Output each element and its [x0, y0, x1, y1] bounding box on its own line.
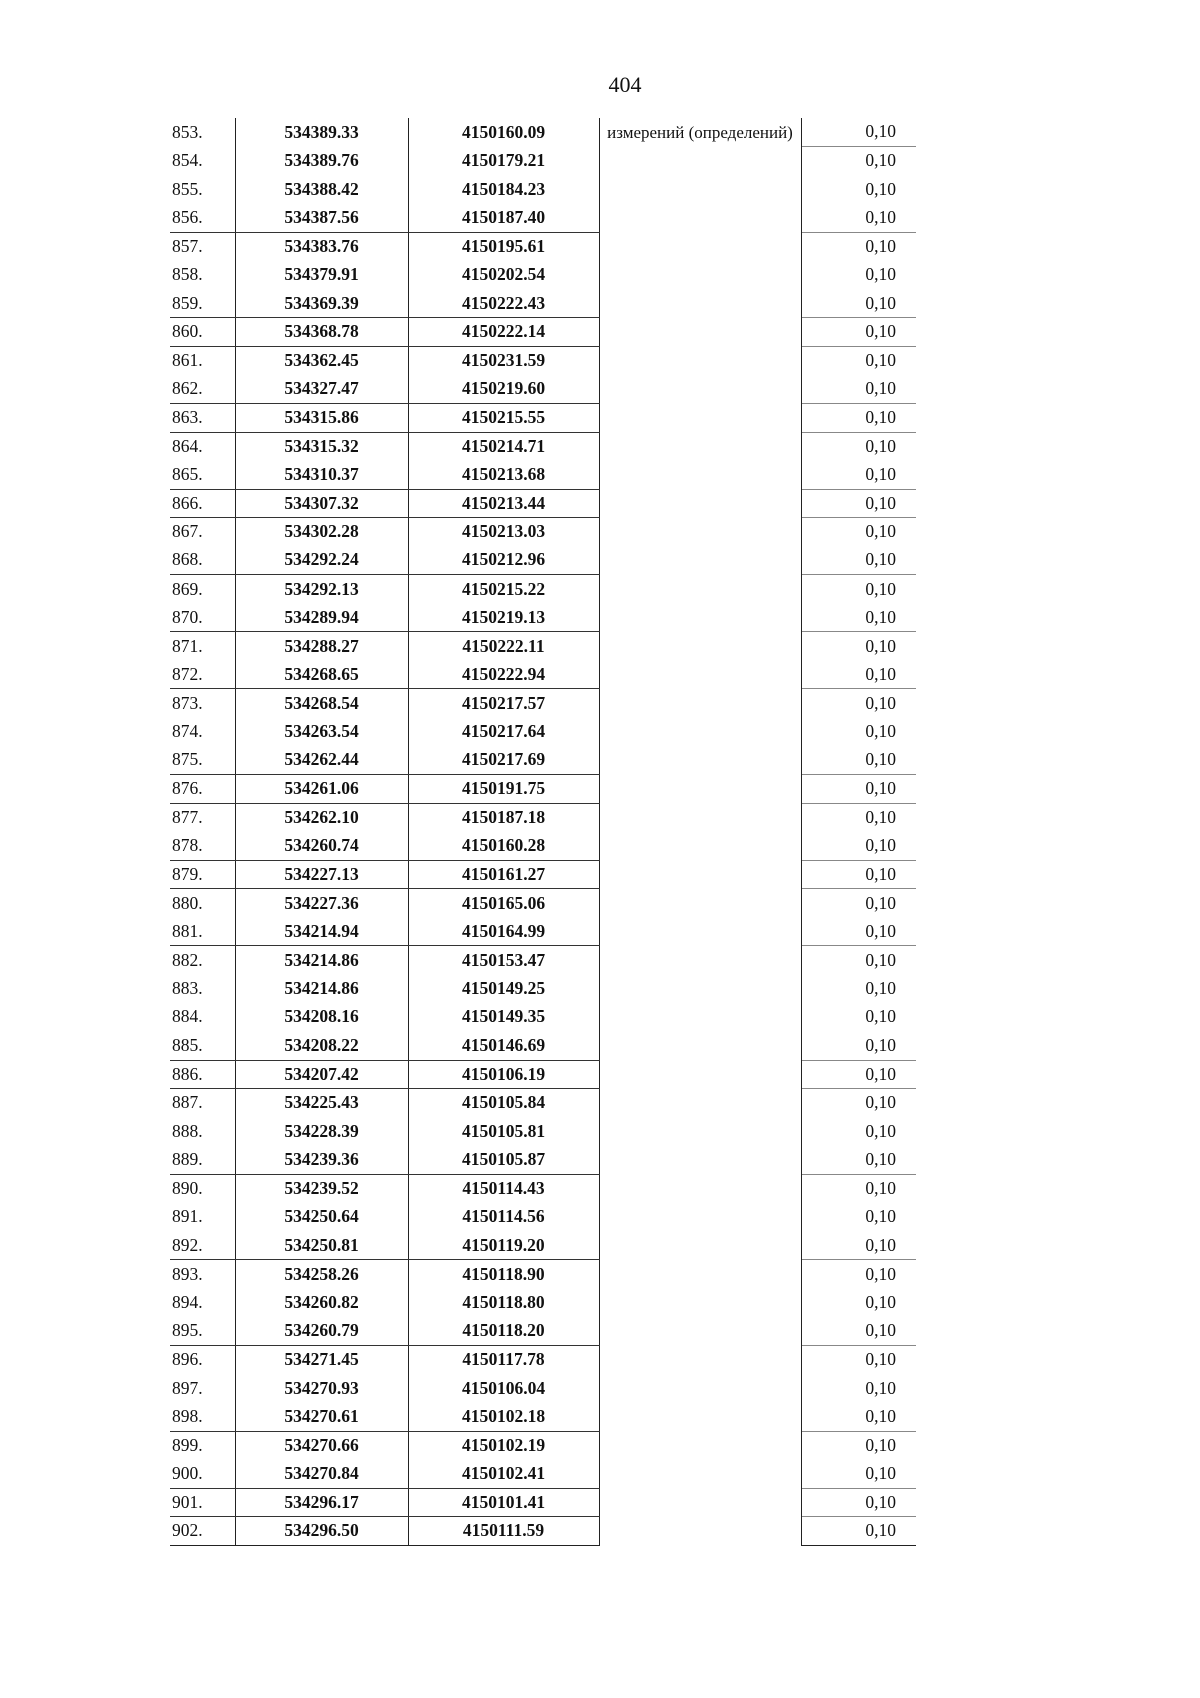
accuracy-cell: 0,10 — [865, 235, 896, 256]
table-row — [170, 489, 916, 518]
x-coordinate-cell: 534369.39 — [235, 289, 408, 318]
accuracy-cell: 0,10 — [801, 1146, 916, 1175]
accuracy-cell: 0,10 — [801, 1460, 916, 1489]
table-row — [170, 1231, 916, 1260]
y-coordinate-cell: 4150213.03 — [408, 518, 599, 547]
x-coordinate-cell: 534239.52 — [235, 1174, 408, 1203]
x-coordinate-cell: 534225.43 — [235, 1089, 408, 1118]
x-coordinate-cell: 534227.36 — [235, 889, 408, 918]
x-coordinate-cell: 534387.56 — [235, 204, 408, 233]
point-number-cell: 898. — [170, 1403, 235, 1432]
x-coordinate-cell: 534362.45 — [235, 346, 408, 375]
x-coordinate-cell: 534250.64 — [235, 1203, 408, 1232]
table-row — [170, 289, 916, 318]
point-number-cell: 864. — [170, 432, 235, 461]
x-coordinate-cell: 534292.13 — [235, 575, 408, 604]
x-coordinate-cell: 534310.37 — [235, 461, 408, 490]
table-row — [170, 689, 916, 718]
point-number-cell: 879. — [170, 860, 235, 889]
y-coordinate-cell: 4150105.87 — [408, 1146, 599, 1175]
x-coordinate-cell: 534296.50 — [235, 1517, 408, 1546]
y-coordinate-cell: 4150106.19 — [408, 1060, 599, 1089]
y-coordinate-cell: 4150187.40 — [408, 204, 599, 233]
x-coordinate-cell: 534260.74 — [235, 832, 408, 861]
y-coordinate-cell: 4150102.18 — [408, 1403, 599, 1432]
x-coordinate-cell: 534288.27 — [235, 632, 408, 661]
y-coordinate-cell: 4150219.13 — [408, 603, 599, 632]
y-coordinate-cell: 4150213.68 — [408, 461, 599, 490]
accuracy-cell: 0,10 — [801, 1032, 916, 1061]
point-number-cell: 892. — [170, 1231, 235, 1260]
table-row — [170, 1060, 916, 1089]
table-row — [170, 946, 916, 975]
point-number-cell: 899. — [170, 1431, 235, 1460]
x-coordinate-cell: 534207.42 — [235, 1060, 408, 1089]
accuracy-cell: 0,10 — [801, 461, 916, 490]
point-number-cell: 880. — [170, 889, 235, 918]
x-coordinate-cell: 534270.61 — [235, 1403, 408, 1432]
table-row — [170, 118, 916, 147]
accuracy-cell: 0,10 — [865, 435, 896, 456]
y-coordinate-cell: 4150118.90 — [408, 1260, 599, 1289]
table-row — [170, 1032, 916, 1061]
table-row — [170, 803, 916, 832]
point-number-cell: 854. — [170, 147, 235, 176]
y-coordinate-cell: 4150222.94 — [408, 660, 599, 689]
point-number-cell: 853. — [170, 118, 235, 147]
y-coordinate-cell: 4150114.56 — [408, 1203, 599, 1232]
point-number-cell: 863. — [170, 403, 235, 432]
point-number-cell: 881. — [170, 917, 235, 946]
table-row — [170, 575, 916, 604]
point-number-cell: 877. — [170, 803, 235, 832]
accuracy-cell: 0,10 — [865, 1434, 896, 1455]
y-coordinate-cell: 4150161.27 — [408, 860, 599, 889]
table-row — [170, 632, 916, 661]
y-coordinate-cell: 4150102.19 — [408, 1431, 599, 1460]
x-coordinate-cell: 534260.82 — [235, 1288, 408, 1317]
y-coordinate-cell: 4150111.59 — [408, 1517, 599, 1546]
table-row — [170, 1117, 916, 1146]
x-coordinate-cell: 534270.66 — [235, 1431, 408, 1460]
accuracy-cell: 0,10 — [801, 860, 916, 889]
point-number-cell: 857. — [170, 232, 235, 261]
table-row — [170, 346, 916, 375]
accuracy-cell: 0,10 — [865, 1092, 896, 1113]
accuracy-cell: 0,10 — [801, 1403, 916, 1432]
point-number-cell: 901. — [170, 1488, 235, 1517]
method-cell: измерений (определений) — [599, 118, 801, 1545]
y-coordinate-cell: 4150119.20 — [408, 1231, 599, 1260]
table-row — [170, 746, 916, 775]
coordinates-table-body — [170, 118, 916, 1545]
y-coordinate-cell: 4150222.43 — [408, 289, 599, 318]
y-coordinate-cell: 4150213.44 — [408, 489, 599, 518]
x-coordinate-cell: 534388.42 — [235, 175, 408, 204]
point-number-cell: 893. — [170, 1260, 235, 1289]
y-coordinate-cell: 4150114.43 — [408, 1174, 599, 1203]
accuracy-cell: 0,10 — [801, 546, 916, 575]
table-row — [170, 1317, 916, 1346]
y-coordinate-cell: 4150101.41 — [408, 1488, 599, 1517]
y-coordinate-cell: 4150217.69 — [408, 746, 599, 775]
x-coordinate-cell: 534262.10 — [235, 803, 408, 832]
y-coordinate-cell: 4150160.09 — [408, 118, 599, 147]
y-coordinate-cell: 4150179.21 — [408, 147, 599, 176]
table-row — [170, 603, 916, 632]
table-row — [170, 1431, 916, 1460]
x-coordinate-cell: 534268.65 — [235, 660, 408, 689]
x-coordinate-cell: 534315.86 — [235, 403, 408, 432]
coordinates-table — [170, 118, 916, 1546]
y-coordinate-cell: 4150217.57 — [408, 689, 599, 718]
point-number-cell: 885. — [170, 1032, 235, 1061]
point-number-cell: 887. — [170, 1089, 235, 1118]
accuracy-cell: 0,10 — [865, 150, 896, 171]
table-row — [170, 1146, 916, 1175]
accuracy-cell: 0,10 — [865, 521, 896, 542]
accuracy-cell: 0,10 — [801, 403, 916, 432]
table-row — [170, 1203, 916, 1232]
y-coordinate-cell: 4150164.99 — [408, 917, 599, 946]
table-row — [170, 1517, 916, 1546]
accuracy-cell: 0,10 — [865, 178, 896, 199]
point-number-cell: 873. — [170, 689, 235, 718]
accuracy-cell: 0,10 — [865, 578, 896, 599]
table-row — [170, 1403, 916, 1432]
accuracy-cell: 0,10 — [801, 1060, 916, 1089]
accuracy-cell: 0,10 — [865, 892, 896, 913]
point-number-cell: 858. — [170, 261, 235, 290]
table-row — [170, 660, 916, 689]
accuracy-cell: 0,10 — [801, 1517, 916, 1546]
point-number-cell: 888. — [170, 1117, 235, 1146]
y-coordinate-cell: 4150215.55 — [408, 403, 599, 432]
accuracy-cell: 0,10 — [801, 775, 916, 804]
accuracy-cell: 0,10 — [801, 118, 916, 147]
point-number-cell: 871. — [170, 632, 235, 661]
accuracy-cell: 0,10 — [801, 204, 916, 233]
accuracy-cell: 0,10 — [865, 264, 896, 285]
x-coordinate-cell: 534315.32 — [235, 432, 408, 461]
table-row — [170, 917, 916, 946]
accuracy-cell: 0,10 — [865, 1291, 896, 1312]
y-coordinate-cell: 4150102.41 — [408, 1460, 599, 1489]
x-coordinate-cell: 534289.94 — [235, 603, 408, 632]
point-number-cell: 870. — [170, 603, 235, 632]
accuracy-cell: 0,10 — [865, 1006, 896, 1027]
point-number-cell: 883. — [170, 974, 235, 1003]
x-coordinate-cell: 534239.36 — [235, 1146, 408, 1175]
table-row — [170, 1089, 916, 1118]
table-row — [170, 974, 916, 1003]
table-row — [170, 889, 916, 918]
accuracy-cell: 0,10 — [865, 1263, 896, 1284]
accuracy-cell: 0,10 — [801, 660, 916, 689]
table-row — [170, 432, 916, 461]
accuracy-cell: 0,10 — [865, 806, 896, 827]
y-coordinate-cell: 4150222.14 — [408, 318, 599, 347]
point-number-cell: 859. — [170, 289, 235, 318]
x-coordinate-cell: 534227.13 — [235, 860, 408, 889]
table-row — [170, 1288, 916, 1317]
x-coordinate-cell: 534228.39 — [235, 1117, 408, 1146]
accuracy-cell: 0,10 — [801, 375, 916, 404]
x-coordinate-cell: 534292.24 — [235, 546, 408, 575]
table-row — [170, 1003, 916, 1032]
point-number-cell: 869. — [170, 575, 235, 604]
x-coordinate-cell: 534261.06 — [235, 775, 408, 804]
point-number-cell: 865. — [170, 461, 235, 490]
x-coordinate-cell: 534268.54 — [235, 689, 408, 718]
accuracy-cell: 0,10 — [865, 350, 896, 371]
table-row — [170, 175, 916, 204]
point-number-cell: 894. — [170, 1288, 235, 1317]
y-coordinate-cell: 4150149.25 — [408, 974, 599, 1003]
point-number-cell: 872. — [170, 660, 235, 689]
point-number-cell: 902. — [170, 1517, 235, 1546]
y-coordinate-cell: 4150187.18 — [408, 803, 599, 832]
y-coordinate-cell: 4150118.80 — [408, 1288, 599, 1317]
y-coordinate-cell: 4150105.81 — [408, 1117, 599, 1146]
y-coordinate-cell: 4150184.23 — [408, 175, 599, 204]
accuracy-cell: 0,10 — [801, 489, 916, 518]
point-number-cell: 896. — [170, 1346, 235, 1375]
y-coordinate-cell: 4150202.54 — [408, 261, 599, 290]
x-coordinate-cell: 534263.54 — [235, 717, 408, 746]
table-row — [170, 1488, 916, 1517]
table-row — [170, 461, 916, 490]
point-number-cell: 876. — [170, 775, 235, 804]
point-number-cell: 874. — [170, 717, 235, 746]
table-row — [170, 204, 916, 233]
y-coordinate-cell: 4150214.71 — [408, 432, 599, 461]
x-coordinate-cell: 534327.47 — [235, 375, 408, 404]
y-coordinate-cell: 4150191.75 — [408, 775, 599, 804]
point-number-cell: 884. — [170, 1003, 235, 1032]
x-coordinate-cell: 534214.94 — [235, 917, 408, 946]
x-coordinate-cell: 534250.81 — [235, 1231, 408, 1260]
x-coordinate-cell: 534271.45 — [235, 1346, 408, 1375]
table-row — [170, 832, 916, 861]
accuracy-cell: 0,10 — [801, 318, 916, 347]
point-number-cell: 867. — [170, 518, 235, 547]
table-row — [170, 403, 916, 432]
point-number-cell: 890. — [170, 1174, 235, 1203]
accuracy-cell: 0,10 — [865, 1377, 896, 1398]
point-number-cell: 856. — [170, 204, 235, 233]
page-number: 404 — [608, 72, 642, 97]
table-row — [170, 860, 916, 889]
table-row — [170, 232, 916, 261]
table-row — [170, 518, 916, 547]
x-coordinate-cell: 534214.86 — [235, 946, 408, 975]
x-coordinate-cell: 534389.33 — [235, 118, 408, 147]
y-coordinate-cell: 4150212.96 — [408, 546, 599, 575]
point-number-cell: 886. — [170, 1060, 235, 1089]
y-coordinate-cell: 4150117.78 — [408, 1346, 599, 1375]
x-coordinate-cell: 534208.16 — [235, 1003, 408, 1032]
accuracy-cell: 0,10 — [865, 692, 896, 713]
accuracy-cell: 0,10 — [801, 832, 916, 861]
table-row — [170, 318, 916, 347]
accuracy-cell: 0,10 — [801, 746, 916, 775]
y-coordinate-cell: 4150149.35 — [408, 1003, 599, 1032]
y-coordinate-cell: 4150222.11 — [408, 632, 599, 661]
point-number-cell: 875. — [170, 746, 235, 775]
table-row — [170, 147, 916, 176]
x-coordinate-cell: 534214.86 — [235, 974, 408, 1003]
table-row — [170, 546, 916, 575]
x-coordinate-cell: 534262.44 — [235, 746, 408, 775]
x-coordinate-cell: 534368.78 — [235, 318, 408, 347]
table-row — [170, 1260, 916, 1289]
table-row — [170, 775, 916, 804]
accuracy-cell: 0,10 — [865, 1349, 896, 1370]
y-coordinate-cell: 4150146.69 — [408, 1032, 599, 1061]
point-number-cell: 862. — [170, 375, 235, 404]
y-coordinate-cell: 4150165.06 — [408, 889, 599, 918]
point-number-cell: 891. — [170, 1203, 235, 1232]
y-coordinate-cell: 4150215.22 — [408, 575, 599, 604]
accuracy-cell: 0,10 — [801, 289, 916, 318]
accuracy-cell: 0,10 — [801, 1488, 916, 1517]
point-number-cell: 900. — [170, 1460, 235, 1489]
y-coordinate-cell: 4150160.28 — [408, 832, 599, 861]
point-number-cell: 882. — [170, 946, 235, 975]
table-row — [170, 375, 916, 404]
point-number-cell: 889. — [170, 1146, 235, 1175]
point-number-cell: 855. — [170, 175, 235, 204]
accuracy-cell: 0,10 — [865, 635, 896, 656]
x-coordinate-cell: 534270.93 — [235, 1374, 408, 1403]
y-coordinate-cell: 4150217.64 — [408, 717, 599, 746]
point-number-cell: 895. — [170, 1317, 235, 1346]
y-coordinate-cell: 4150105.84 — [408, 1089, 599, 1118]
table-row — [170, 1174, 916, 1203]
accuracy-cell: 0,10 — [865, 1120, 896, 1141]
y-coordinate-cell: 4150106.04 — [408, 1374, 599, 1403]
point-number-cell: 897. — [170, 1374, 235, 1403]
point-number-cell: 868. — [170, 546, 235, 575]
x-coordinate-cell: 534270.84 — [235, 1460, 408, 1489]
accuracy-cell: 0,10 — [801, 1317, 916, 1346]
table-row — [170, 1346, 916, 1375]
accuracy-cell: 0,10 — [801, 603, 916, 632]
point-number-cell: 861. — [170, 346, 235, 375]
accuracy-cell: 0,10 — [801, 917, 916, 946]
x-coordinate-cell: 534260.79 — [235, 1317, 408, 1346]
accuracy-cell: 0,10 — [865, 1178, 896, 1198]
x-coordinate-cell: 534379.91 — [235, 261, 408, 290]
accuracy-cell: 0,10 — [865, 977, 896, 998]
y-coordinate-cell: 4150118.20 — [408, 1317, 599, 1346]
accuracy-cell: 0,10 — [865, 1206, 896, 1227]
y-coordinate-cell: 4150195.61 — [408, 232, 599, 261]
point-number-cell: 860. — [170, 318, 235, 347]
table-row — [170, 717, 916, 746]
x-coordinate-cell: 534389.76 — [235, 147, 408, 176]
point-number-cell: 878. — [170, 832, 235, 861]
y-coordinate-cell: 4150231.59 — [408, 346, 599, 375]
table-row — [170, 261, 916, 290]
x-coordinate-cell: 534208.22 — [235, 1032, 408, 1061]
x-coordinate-cell: 534307.32 — [235, 489, 408, 518]
accuracy-cell: 0,10 — [865, 721, 896, 741]
x-coordinate-cell: 534296.17 — [235, 1488, 408, 1517]
x-coordinate-cell: 534383.76 — [235, 232, 408, 261]
y-coordinate-cell: 4150153.47 — [408, 946, 599, 975]
x-coordinate-cell: 534302.28 — [235, 518, 408, 547]
accuracy-cell: 0,10 — [865, 949, 896, 970]
table-row — [170, 1460, 916, 1489]
x-coordinate-cell: 534258.26 — [235, 1260, 408, 1289]
point-number-cell: 866. — [170, 489, 235, 518]
accuracy-cell: 0,10 — [801, 1231, 916, 1260]
table-row — [170, 1374, 916, 1403]
y-coordinate-cell: 4150219.60 — [408, 375, 599, 404]
